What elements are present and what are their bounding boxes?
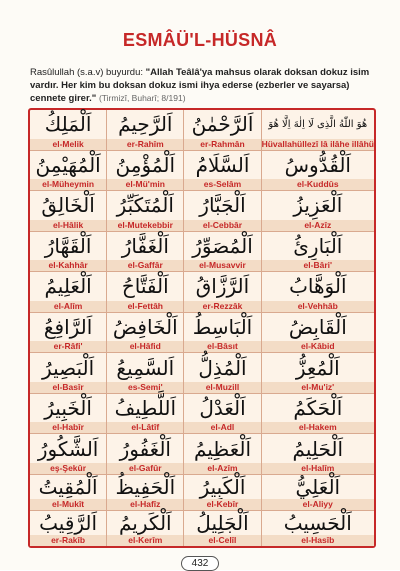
arabic-name: اَللَّطِيفُ [114, 396, 176, 421]
page-number: 432 [181, 556, 220, 571]
arabic-name: اَلْغَفَّارُ [121, 233, 169, 258]
latin-name: el-Bâri' [262, 260, 374, 271]
arabic-name: اَلرَّحْمٰنُ [191, 112, 254, 137]
name-cell [30, 272, 107, 313]
latin-name: el-Basîr [30, 382, 106, 393]
arabic-name: اَلْعَظِيمُ [193, 436, 252, 461]
latin-name: es-Semi' [107, 382, 183, 393]
latin-name: el-Kerîm [107, 535, 183, 546]
latin-name: el-Adl [184, 422, 260, 433]
latin-name: el-Hâfid [107, 341, 183, 352]
arabic-name: اَلرَّحِيمُ [118, 112, 173, 137]
name-cell [184, 191, 261, 232]
latin-name: el-Bâsıt [184, 341, 260, 352]
arabic-name: اَلْمُذِلُّ [198, 355, 247, 380]
name-cell [30, 232, 107, 273]
name-cell [107, 434, 184, 475]
name-cell [262, 475, 374, 511]
latin-name: er-Rakîb [30, 535, 106, 546]
latin-name: el-Azîm [184, 463, 260, 474]
arabic-name: اَلْعَلِيمُ [44, 274, 92, 299]
latin-name: el-Kebîr [184, 499, 260, 510]
latin-name: el-Lâtîf [107, 422, 183, 433]
latin-name: el-Fettâh [107, 301, 183, 312]
latin-name: es-Selâm [184, 179, 260, 190]
name-cell [107, 232, 184, 273]
name-cell [107, 511, 184, 546]
arabic-name: اَلرَّزَّاقُ [195, 274, 250, 299]
page-title: ESMÂÜ'L-HÜSNÂ [122, 30, 278, 50]
latin-name: el-Hasîb [262, 535, 374, 546]
latin-name: el-Muzill [184, 382, 260, 393]
name-cell [107, 313, 184, 354]
name-cell [30, 475, 107, 511]
intro-prefix: Rasûlullah (s.a.v) buyurdu: [30, 67, 146, 78]
latin-name: el-Mutekebbir [107, 220, 183, 231]
name-cell [30, 394, 107, 435]
latin-name: el-Melik [30, 139, 106, 150]
name-cell [107, 475, 184, 511]
name-cell [107, 394, 184, 435]
names-grid [28, 108, 376, 548]
name-cell [184, 110, 261, 151]
arabic-name: اَلْحَفِيظُ [115, 475, 176, 499]
name-cell [184, 434, 261, 475]
arabic-name: اَلْمُؤْمِنُ [115, 152, 176, 177]
name-cell [262, 394, 374, 435]
name-cell [262, 272, 374, 313]
latin-name: el-Hâlik [30, 220, 106, 231]
latin-name: el-Vehhâb [262, 301, 374, 312]
name-cell [184, 151, 261, 192]
latin-name: el-Habîr [30, 422, 106, 433]
latin-name: er-Rahmân [184, 139, 260, 150]
latin-name: Hüvallahüllezî lâ ilâhe illâhü [261, 138, 374, 149]
latin-name: el-Hakem [262, 422, 374, 433]
name-cell [107, 191, 184, 232]
arabic-name: اَلْعَلِيُّ [295, 475, 341, 499]
name-cell [262, 353, 374, 394]
latin-name: el-Musavvir [184, 260, 260, 271]
arabic-name: اَلْقَهَّارُ [44, 233, 92, 258]
arabic-name: اَلْكَرِيمُ [118, 511, 172, 535]
arabic-name: اَلْمَلِكُ [44, 112, 92, 137]
arabic-name: اَلْمُصَوِّرُ [192, 233, 253, 258]
arabic-name: اَلْقُدُّوسُ [284, 152, 351, 177]
latin-name: el-Müheymin [30, 179, 106, 190]
arabic-name: اَلْخَبِيرُ [44, 396, 92, 421]
arabic-name: اَلرَّافِعُ [43, 315, 93, 340]
latin-name: el-Azîz [262, 220, 374, 231]
arabic-name: اَلْخَالِقُ [41, 193, 95, 218]
name-cell [184, 511, 261, 546]
latin-name: er-Rezzâk [184, 301, 260, 312]
arabic-name: اَلرَّقِيبُ [39, 511, 98, 535]
name-cell [262, 110, 374, 151]
name-cell [107, 272, 184, 313]
latin-name: er-Rahîm [107, 139, 183, 150]
latin-name: el-Aliyy [262, 499, 374, 510]
name-cell [184, 313, 261, 354]
arabic-name: اَلْمُهَيْمِنُ [35, 152, 101, 177]
latin-name: el-Gafûr [107, 463, 183, 474]
arabic-name: اَلْبَاسِطُ [192, 315, 253, 340]
arabic-name: اَلْبَصِيرُ [42, 355, 95, 380]
arabic-name: اَلْقَابِضُ [288, 315, 347, 340]
latin-name: el-Mü'min [107, 179, 183, 190]
name-cell [184, 272, 261, 313]
arabic-name: اَلْعَزِيزُ [293, 193, 343, 218]
arabic-name: اَلْحَسِيبُ [283, 511, 352, 535]
latin-name: el-Gaffâr [107, 260, 183, 271]
name-cell [262, 151, 374, 192]
intro-quote: "Allah Teâlâ'ya mahsus olarak doksan dokuz isim vardır. Her kim bu doksan dokuz ismi ihya ederse (ezberler ve sayarsa) cennete girer." [30, 67, 370, 104]
arabic-name: اَلْجَبَّارُ [199, 193, 246, 218]
name-cell [107, 110, 184, 151]
name-cell [30, 353, 107, 394]
arabic-name: اَلشَّكُورُ [37, 436, 99, 461]
arabic-name: اَلْحَكَمُ [293, 396, 343, 421]
hadith-intro [30, 66, 375, 105]
arabic-name: اَلْبَارِئُ [293, 233, 343, 258]
latin-name: el-Cebbâr [184, 220, 260, 231]
latin-name: er-Râfi' [30, 341, 106, 352]
latin-name: el-Kuddûs [262, 179, 374, 190]
name-cell [30, 313, 107, 354]
latin-name: el-Alîm [30, 301, 106, 312]
arabic-name: اَلْعَدْلُ [199, 396, 246, 421]
arabic-name: اَلْجَلِيلُ [196, 511, 249, 535]
arabic-name: اَلْمُقِيتُ [38, 475, 98, 499]
arabic-name: اَلسَّلَامُ [195, 152, 250, 177]
name-cell [30, 110, 107, 151]
name-cell [30, 151, 107, 192]
arabic-name: اَلْوَهَّابُ [289, 274, 347, 299]
arabic-name: اَلْحَلِيمُ [292, 436, 344, 461]
arabic-name: اَلْمُعِزُّ [295, 355, 340, 380]
name-cell [30, 511, 107, 546]
page-number-container [0, 551, 400, 571]
name-cell [107, 353, 184, 394]
latin-name: eş-Şekûr [30, 463, 106, 474]
arabic-name: اَلْخَافِضُ [112, 315, 178, 340]
name-cell [107, 151, 184, 192]
latin-name: el-Hafîz [107, 499, 183, 510]
name-cell [30, 434, 107, 475]
name-cell [184, 394, 261, 435]
latin-name: el-Mukît [30, 499, 106, 510]
name-cell [184, 475, 261, 511]
arabic-name: اَلسَّمِيعُ [116, 355, 175, 380]
latin-name: el-Kâbid [262, 341, 374, 352]
name-cell [184, 353, 261, 394]
name-cell [262, 313, 374, 354]
latin-name: el-Mu'iz' [262, 382, 374, 393]
name-cell [30, 191, 107, 232]
latin-name: el-Halîm [262, 463, 374, 474]
name-cell [262, 232, 374, 273]
intro-reference: (Tirmizî, Buharî; 8/191) [98, 93, 186, 103]
latin-name: el-Kahhâr [30, 260, 106, 271]
arabic-name: اَلْغَفُورُ [119, 436, 171, 461]
arabic-name: هُوَ اللّٰهُ الَّذِى لَا اِلٰهَ اِلَّا هُوَ [268, 118, 368, 130]
name-cell [262, 511, 374, 546]
name-cell [262, 434, 374, 475]
latin-name: el-Celîl [184, 535, 260, 546]
arabic-name: اَلْكَبِيرُ [199, 475, 246, 499]
arabic-name: اَلْفَتَّاحُ [121, 274, 169, 299]
arabic-name: اَلْمُتَكَبِّرُ [116, 193, 174, 218]
name-cell [262, 191, 374, 232]
name-cell [184, 232, 261, 273]
